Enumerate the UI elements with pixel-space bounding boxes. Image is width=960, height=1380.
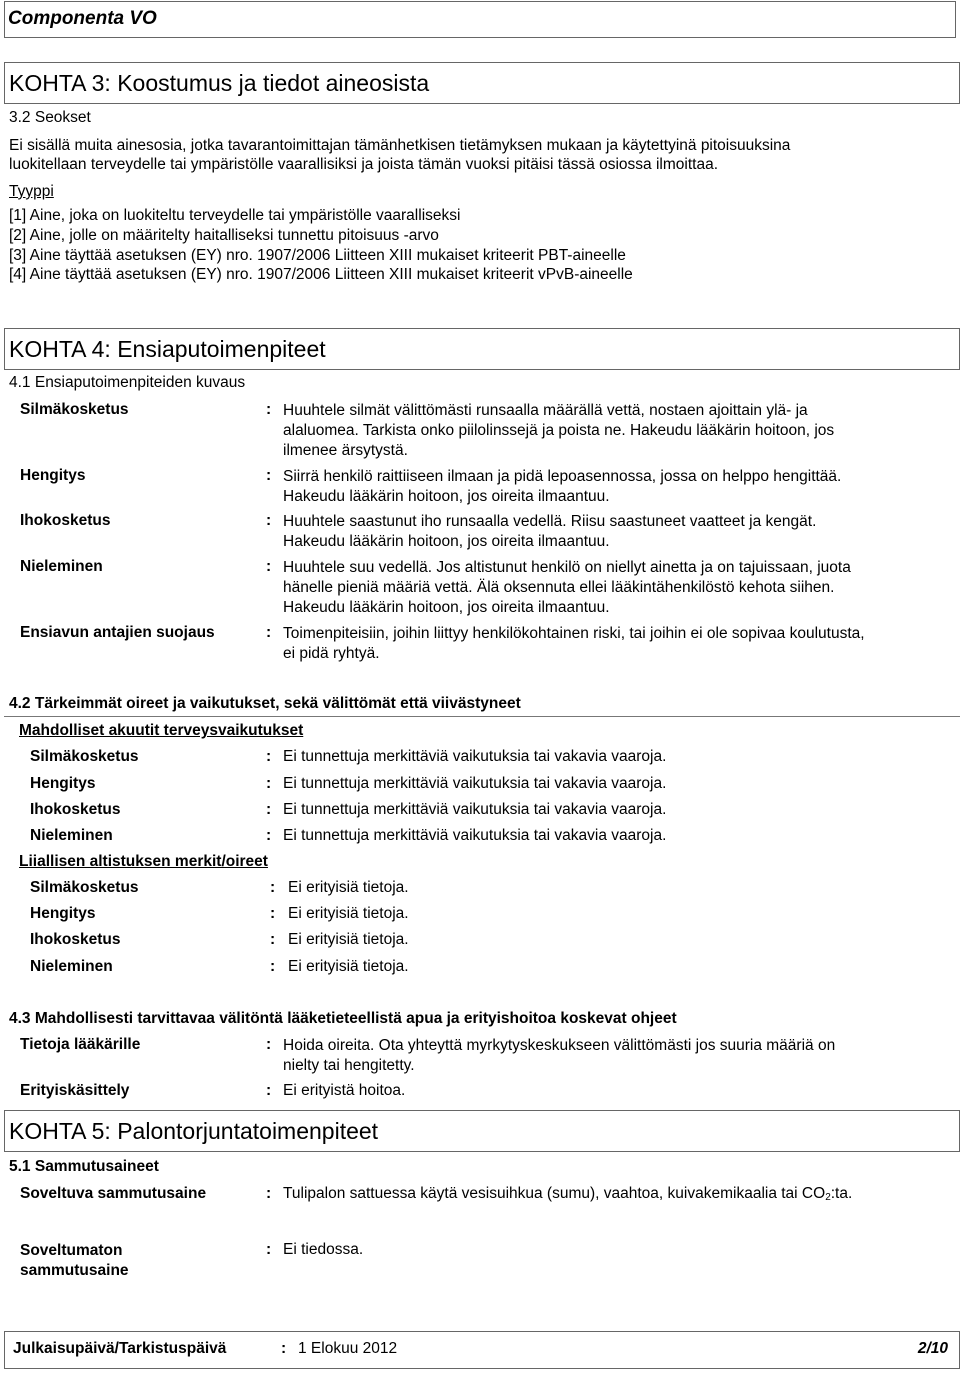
first-aid-ingestion-line-2: hänelle pieniä määriä vettä. Älä oksennuta ellei lääkintähenkilöstö kehota siihen. (283, 579, 835, 596)
first-aid-ingestion-line-3: Hakeudu lääkärin hoitoon, jos oireita ilmaantuu. (283, 599, 610, 616)
section5-sub1-title: 5.1 Sammutusaineet (9, 1158, 159, 1175)
acute-heading: Mahdolliset akuutit terveysvaikutukset (19, 722, 304, 739)
suitable-value-subscript: 2 (825, 1192, 831, 1203)
first-aid-value-skin (283, 512, 816, 552)
first-aid-eye-line-2: alaluomea. Tarkista onko piilolinssejä ja poista ne. Hakeudu lääkärin hoitoon, jos (283, 422, 835, 439)
first-aid-label-protection: Ensiavun antajien suojaus (20, 624, 215, 641)
section4-sub1-title: 4.1 Ensiaputoimenpiteiden kuvaus (9, 374, 246, 391)
suitable-media-label: Soveltuva sammutusaine (20, 1185, 207, 1202)
acute-value-inhalation: Ei tunnettuja merkittäviä vaikutuksia tai vakavia vaaroja. (283, 775, 667, 792)
overexp-label-eye: Silmäkosketus (30, 879, 139, 896)
overexp-colon: : (270, 958, 276, 975)
unsuitable-label-line-2: sammutusaine (20, 1262, 129, 1279)
acute-label-ingestion: Nieleminen (30, 827, 113, 844)
overexp-label-ingestion: Nieleminen (30, 958, 113, 975)
acute-value-ingestion: Ei tunnettuja merkittäviä vaikutuksia tai vakavia vaaroja. (283, 827, 667, 844)
doctor-label: Tietoja lääkärille (20, 1036, 141, 1053)
first-aid-protection-line-1: Toimenpiteisiin, joihin liittyy henkilökohtainen riski, tai joihin ei ole sopivaa koulutusta, (283, 625, 865, 642)
acute-colon: : (266, 748, 272, 765)
type-item-4: [4] Aine täyttää asetuksen (EY) nro. 1907/2006 Liitteen XIII mukaiset kriteerit vPvB-aineelle (9, 266, 633, 283)
overexp-colon: : (270, 879, 276, 896)
page-number: 2/10 (917, 1340, 948, 1357)
section4-title: KOHTA 4: Ensiaputoimenpiteet (9, 336, 326, 362)
special-value: Ei erityistä hoitoa. (283, 1082, 406, 1099)
acute-label-eye: Silmäkosketus (30, 748, 139, 765)
overexp-label-skin: Ihokosketus (30, 931, 121, 948)
overexp-colon: : (270, 931, 276, 948)
overexp-value-inhalation: Ei erityisiä tietoja. (288, 905, 409, 922)
first-aid-colon: : (266, 401, 272, 418)
first-aid-skin-line-2: Hakeudu lääkärin hoitoon, jos oireita ilmaantuu. (283, 533, 610, 550)
type-item-2: [2] Aine, jolle on määritelty haitalliseksi tunnettu pitoisuus -arvo (9, 227, 439, 244)
first-aid-ingestion-line-1: Huuhtele suu vedellä. Jos altistunut henkilö on niellyt ainetta ja on tajuissaan, juota (283, 559, 851, 576)
overexp-value-eye: Ei erityisiä tietoja. (288, 879, 409, 896)
first-aid-value-inhalation (283, 467, 841, 507)
first-aid-skin-line-1: Huuhtele saastunut iho runsaalla vedellä. Riisu saastuneet vaatteet ja kengät. (283, 513, 817, 530)
suitable-media-value (283, 1185, 852, 1203)
section4-sub3-title: 4.3 Mahdollisesti tarvittavaa välitöntä lääketieteellistä apua ja erityishoitoa koskevat ohjeet (9, 1010, 677, 1027)
type-item-3: [3] Aine täyttää asetuksen (EY) nro. 1907/2006 Liitteen XIII mukaiset kriteerit PBT-aineelle (9, 247, 626, 264)
doctor-value (283, 1036, 835, 1076)
suitable-value-text: Tulipalon sattuessa käytä vesisuihkua (sumu), vaahtoa, kuivakemikaalia tai CO (283, 1185, 826, 1202)
doctor-line-2: nielty tai hengitetty. (283, 1057, 415, 1074)
first-aid-protection-line-2: ei pidä ryhtyä. (283, 645, 380, 662)
first-aid-colon: : (266, 467, 272, 484)
doctor-line-1: Hoida oireita. Ota yhteyttä myrkytyskeskukseen välittömästi jos suuria määriä on (283, 1037, 836, 1054)
type-heading: Tyyppi (9, 183, 54, 200)
acute-value-skin: Ei tunnettuja merkittäviä vaikutuksia tai vakavia vaaroja. (283, 801, 667, 818)
type-item-1: [1] Aine, joka on luokiteltu terveydelle tai ympäristölle vaaralliseksi (9, 207, 461, 224)
section5-title: KOHTA 5: Palontorjuntatoimenpiteet (9, 1118, 379, 1144)
footer-date-value: 1 Elokuu 2012 (298, 1340, 398, 1357)
unsuitable-media-value: Ei tiedossa. (283, 1241, 364, 1258)
section4-sub2-rule (4, 716, 960, 717)
first-aid-label-eye: Silmäkosketus (20, 401, 129, 418)
special-colon: : (266, 1082, 272, 1099)
first-aid-value-ingestion (283, 558, 851, 618)
first-aid-label-inhalation: Hengitys (20, 467, 86, 484)
acute-colon: : (266, 775, 272, 792)
footer-date-label: Julkaisupäivä/Tarkistuspäivä (13, 1340, 227, 1357)
section3-para-line-1: Ei sisällä muita ainesosia, jotka tavarantoimittajan tämänhetkisen tietämyksen mukaan ja käytettyinä pitoisuuksina (9, 137, 791, 154)
section3-para-line-2: luokitellaan terveydelle tai ympäristölle vaarallisiksi ja joista tämän vuoksi pitäisi tässä osiossa ilmoittaa. (9, 156, 719, 173)
first-aid-inhalation-line-1: Siirrä henkilö raittiiseen ilmaan ja pidä lepoasennossa, jossa on helppo hengittää. (283, 468, 842, 485)
acute-label-inhalation: Hengitys (30, 775, 96, 792)
overexp-colon: : (270, 905, 276, 922)
suitable-value-suffix: :ta. (830, 1185, 853, 1202)
overexp-value-skin: Ei erityisiä tietoja. (288, 931, 409, 948)
overexp-label-inhalation: Hengitys (30, 905, 96, 922)
section3-subtitle: 3.2 Seokset (9, 109, 91, 126)
footer-colon: : (281, 1340, 287, 1357)
first-aid-value-eye (283, 401, 834, 461)
doctor-colon: : (266, 1036, 272, 1053)
unsuitable-label-line-1: Soveltumaton (20, 1242, 123, 1259)
first-aid-label-skin: Ihokosketus (20, 512, 111, 529)
overexp-value-ingestion: Ei erityisiä tietoja. (288, 958, 409, 975)
unsuitable-colon: : (266, 1241, 272, 1258)
first-aid-colon: : (266, 558, 272, 575)
acute-colon: : (266, 827, 272, 844)
first-aid-colon: : (266, 624, 272, 641)
company-name: Componenta VO (8, 8, 157, 29)
first-aid-value-protection (283, 624, 865, 664)
suitable-colon: : (266, 1185, 272, 1202)
first-aid-eye-line-1: Huuhtele silmät välittömästi runsaalla määrällä vettä, nostaen ajoittain ylä- ja (283, 402, 808, 419)
overexposure-heading: Liiallisen altistuksen merkit/oireet (19, 853, 268, 870)
acute-label-skin: Ihokosketus (30, 801, 121, 818)
section4-sub2-title: 4.2 Tärkeimmät oireet ja vaikutukset, sekä välittömät että viivästyneet (9, 695, 521, 712)
first-aid-eye-line-3: ilmenee ärsytystä. (283, 442, 408, 459)
first-aid-inhalation-line-2: Hakeudu lääkärin hoitoon, jos oireita ilmaantuu. (283, 488, 610, 505)
acute-colon: : (266, 801, 272, 818)
first-aid-colon: : (266, 512, 272, 529)
first-aid-label-ingestion: Nieleminen (20, 558, 103, 575)
acute-value-eye: Ei tunnettuja merkittäviä vaikutuksia tai vakavia vaaroja. (283, 748, 667, 765)
section3-title: KOHTA 3: Koostumus ja tiedot aineosista (9, 70, 430, 96)
unsuitable-media-label (20, 1241, 129, 1281)
special-label: Erityiskäsittely (20, 1082, 130, 1099)
